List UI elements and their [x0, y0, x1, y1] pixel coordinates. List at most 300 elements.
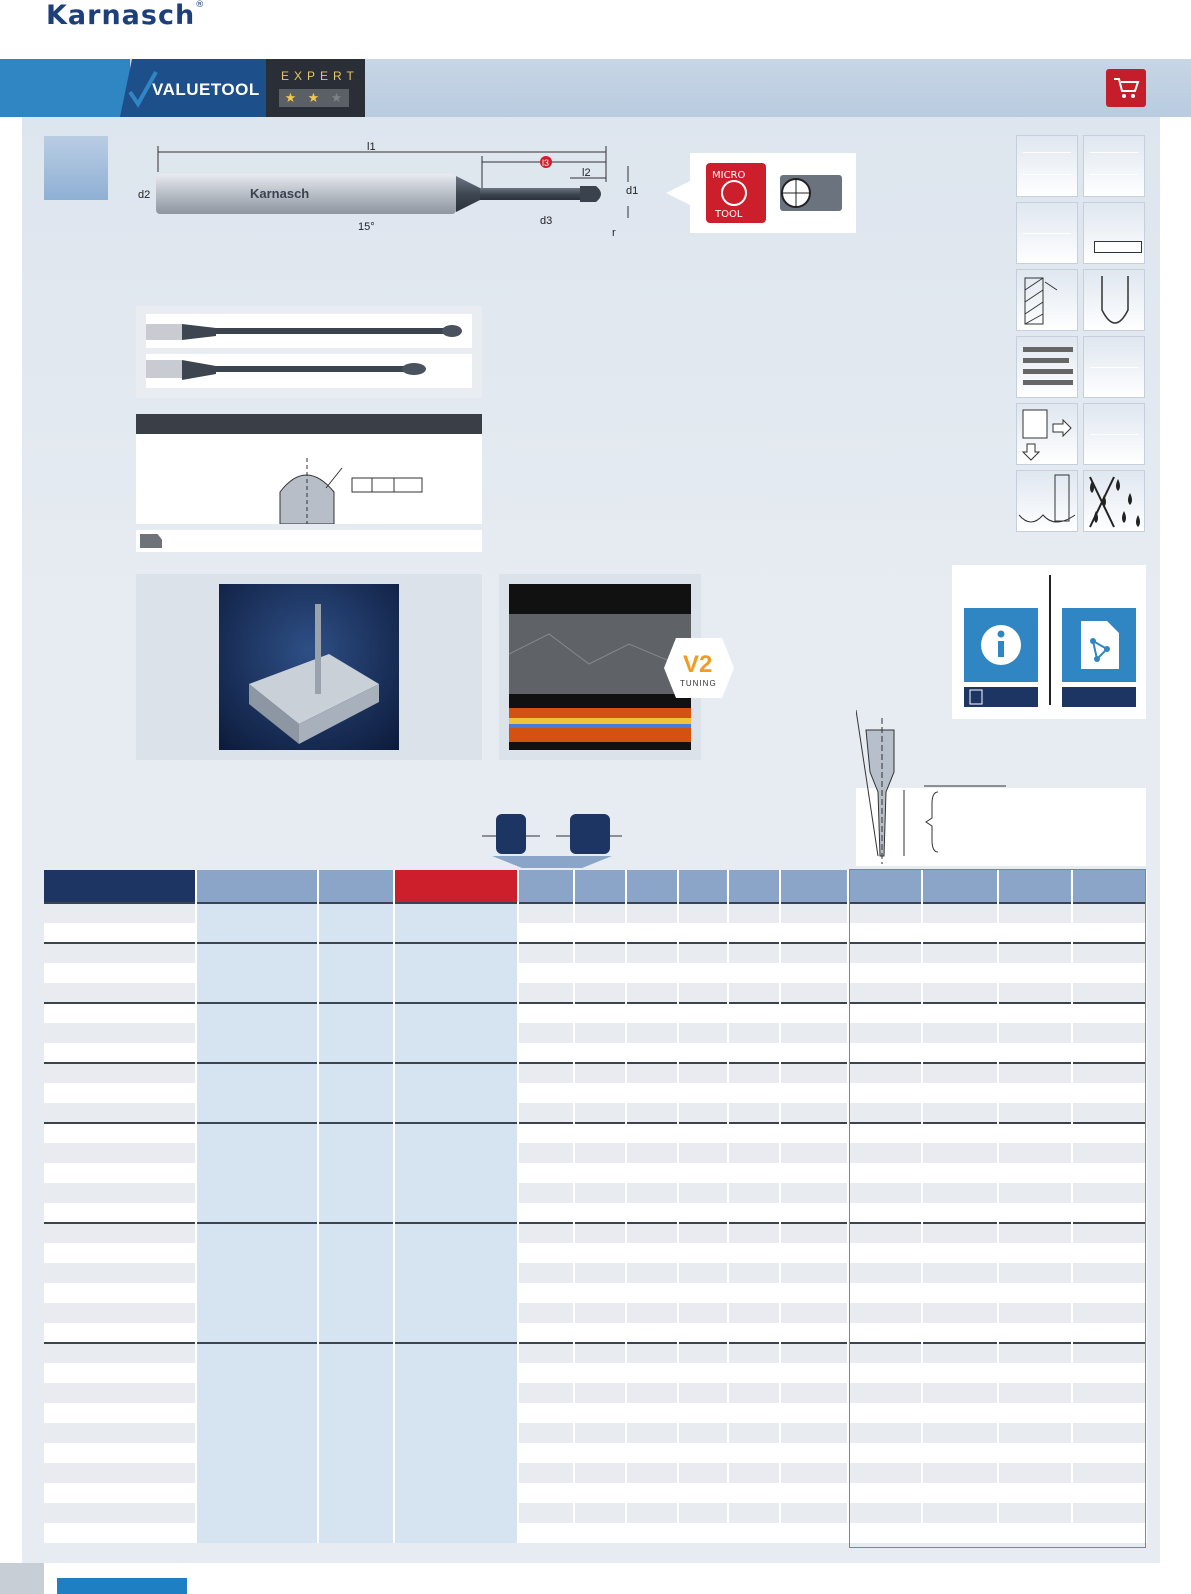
table-cell — [728, 1223, 780, 1243]
star-icon: ★ — [307, 90, 320, 105]
brand-logo — [46, 0, 205, 31]
table-cell — [848, 1203, 922, 1223]
table-cell — [626, 1283, 678, 1303]
table-row — [44, 1043, 1146, 1063]
table-cell — [626, 1463, 678, 1483]
table-cell — [728, 1163, 780, 1183]
table-cell — [318, 1303, 394, 1323]
table-row — [44, 1283, 1146, 1303]
brand-name: Karnasch — [46, 0, 196, 31]
pictogram-1 — [1016, 135, 1078, 197]
table-cell — [780, 1243, 848, 1263]
table-cell — [626, 1363, 678, 1383]
catalog-icon — [967, 688, 985, 706]
table-cell — [848, 1143, 922, 1163]
table-row — [44, 943, 1146, 963]
table-cell — [626, 903, 678, 923]
cart-button[interactable] — [1106, 69, 1146, 107]
table-cell — [44, 1363, 196, 1383]
table-row — [44, 1243, 1146, 1263]
table-cell — [780, 1423, 848, 1443]
table-cell — [780, 983, 848, 1003]
table-cell — [848, 943, 922, 963]
table-cell — [848, 1323, 922, 1343]
expert-label: EXPERT — [281, 69, 359, 83]
table-cell — [678, 1183, 728, 1203]
table-cell — [394, 1343, 518, 1363]
tuning-label: TUNING — [680, 679, 717, 688]
table-cell — [780, 1483, 848, 1503]
table-cell — [780, 1403, 848, 1423]
footer-bar — [57, 1578, 187, 1594]
microtool-label-bottom: TOOL — [715, 209, 743, 220]
table-cell — [44, 1423, 196, 1443]
table-cell — [518, 1243, 574, 1263]
table-cell — [626, 1443, 678, 1463]
table-cell — [998, 1503, 1072, 1523]
table-cell — [626, 1063, 678, 1083]
table-cell — [780, 903, 848, 923]
table-cell — [998, 963, 1072, 983]
table-cell — [728, 1303, 780, 1323]
table-cell — [922, 1323, 998, 1343]
column-header — [394, 870, 518, 903]
table-cell — [848, 1363, 922, 1383]
info-button[interactable] — [964, 608, 1038, 682]
table-cell — [728, 1523, 780, 1543]
table-cell — [574, 1463, 626, 1483]
table-cell — [1072, 1523, 1146, 1543]
table-cell — [626, 1183, 678, 1203]
table-row — [44, 1303, 1146, 1323]
table-cell — [780, 1363, 848, 1383]
table-row — [44, 903, 1146, 923]
table-cell — [518, 1483, 574, 1503]
table-cell — [998, 1303, 1072, 1323]
pictogram-helix — [1016, 269, 1078, 331]
table-cell — [1072, 1443, 1146, 1463]
table-cell — [394, 1523, 518, 1543]
table-cell — [998, 1383, 1072, 1403]
table-cell — [574, 1383, 626, 1403]
microtool-callout — [690, 153, 856, 233]
table-cell — [626, 1023, 678, 1043]
table-cell — [574, 1183, 626, 1203]
shank-brand-label: Karnasch — [250, 186, 310, 201]
table-cell — [780, 1143, 848, 1163]
table-row — [44, 1163, 1146, 1183]
table-cell — [318, 1523, 394, 1543]
table-cell — [780, 963, 848, 983]
table-cell — [196, 1463, 318, 1483]
table-cell — [922, 1263, 998, 1283]
table-cell — [1072, 1263, 1146, 1283]
table-cell — [318, 903, 394, 923]
v2-tuning-badge — [664, 638, 734, 698]
table-cell — [318, 1123, 394, 1143]
table-cell — [44, 1123, 196, 1143]
table-cell — [998, 1183, 1072, 1203]
table-cell — [678, 1383, 728, 1403]
table-cell — [318, 1203, 394, 1223]
table-cell — [318, 1443, 394, 1463]
table-cell — [518, 1363, 574, 1383]
table-row — [44, 1263, 1146, 1283]
table-cell — [678, 1163, 728, 1183]
table-cell — [848, 1303, 922, 1323]
table-cell — [626, 1483, 678, 1503]
table-cell — [1072, 1103, 1146, 1123]
table-cell — [728, 923, 780, 943]
table-row — [44, 1343, 1146, 1363]
table-cell — [44, 1443, 196, 1463]
table-cell — [678, 1423, 728, 1443]
table-cell — [318, 1223, 394, 1243]
table-cell — [1072, 923, 1146, 943]
table-cell — [780, 1343, 848, 1363]
table-cell — [318, 1003, 394, 1023]
table-cell — [678, 1363, 728, 1383]
table-cell — [728, 1003, 780, 1023]
tool-photo-2 — [146, 354, 472, 388]
table-cell — [518, 1343, 574, 1363]
table-cell — [44, 1483, 196, 1503]
table-cell — [998, 1323, 1072, 1343]
table-cell — [998, 1203, 1072, 1223]
table-cell — [848, 1083, 922, 1103]
table-cell — [848, 1103, 922, 1123]
table-cell — [1072, 1463, 1146, 1483]
table-cell — [196, 903, 318, 923]
table-cell — [678, 1223, 728, 1243]
table-cell — [728, 943, 780, 963]
table-cell — [196, 1183, 318, 1203]
table-cell — [394, 1303, 518, 1323]
table-cell — [44, 1063, 196, 1083]
table-cell — [574, 983, 626, 1003]
table-cell — [44, 1083, 196, 1103]
table-cell — [626, 943, 678, 963]
table-cell — [922, 903, 998, 923]
table-cell — [922, 1203, 998, 1223]
table-cell — [922, 1123, 998, 1143]
table-cell — [678, 1403, 728, 1423]
feed-direction-icon — [1017, 404, 1079, 466]
table-row — [44, 1063, 1146, 1083]
table-cell — [1072, 943, 1146, 963]
table-cell — [394, 1263, 518, 1283]
table-cell — [678, 1103, 728, 1123]
table-cell — [196, 1163, 318, 1183]
column-header — [44, 870, 196, 903]
table-cell — [196, 963, 318, 983]
table-cell — [518, 1303, 574, 1323]
coolant-icon — [1084, 471, 1146, 533]
table-row — [44, 1423, 1146, 1443]
table-cell — [1072, 1203, 1146, 1223]
table-cell — [678, 1003, 728, 1023]
table-cell — [394, 1103, 518, 1123]
table-cell — [518, 1223, 574, 1243]
table-cell — [678, 1303, 728, 1323]
table-cell — [574, 923, 626, 943]
table-cell — [518, 963, 574, 983]
cad-download-button[interactable] — [1062, 608, 1136, 682]
table-cell — [998, 1103, 1072, 1123]
table-cell — [626, 1343, 678, 1363]
table-cell — [780, 1123, 848, 1143]
table-cell — [518, 1143, 574, 1163]
table-cell — [780, 923, 848, 943]
table-cell — [678, 1063, 728, 1083]
table-cell — [678, 1523, 728, 1543]
table-row — [44, 1083, 1146, 1103]
table-row — [44, 1383, 1146, 1403]
valuetool-label: VALUETOOL — [152, 80, 260, 99]
table-cell — [998, 1043, 1072, 1063]
table-cell — [394, 1503, 518, 1523]
table-cell — [922, 1303, 998, 1323]
table-cell — [626, 1403, 678, 1423]
table-cell — [626, 1083, 678, 1103]
table-cell — [922, 1463, 998, 1483]
pictogram-flutes — [1016, 336, 1078, 398]
table-cell — [626, 1383, 678, 1403]
column-header — [728, 870, 780, 903]
table-cell — [626, 1323, 678, 1343]
column-header — [518, 870, 574, 903]
table-cell — [780, 1523, 848, 1543]
table-cell — [922, 1223, 998, 1243]
table-cell — [196, 1143, 318, 1163]
table-cell — [518, 1263, 574, 1283]
table-cell — [922, 1523, 998, 1543]
table-cell — [998, 1243, 1072, 1263]
label-d3: d3 — [540, 215, 553, 227]
table-cell — [196, 1423, 318, 1443]
label-l2: l2 — [582, 167, 591, 179]
table-cell — [394, 1283, 518, 1303]
table-cell — [922, 983, 998, 1003]
table-row — [44, 1183, 1146, 1203]
table-cell — [574, 1523, 626, 1543]
table-cell — [728, 963, 780, 983]
column-header — [780, 870, 848, 903]
column-header — [196, 870, 318, 903]
table-cell — [44, 983, 196, 1003]
pictogram-coolant — [1083, 470, 1145, 532]
table-cell — [318, 1103, 394, 1123]
table-row — [44, 1483, 1146, 1503]
table-cell — [848, 1183, 922, 1203]
table-cell — [44, 943, 196, 963]
table-cell — [44, 1163, 196, 1183]
table-cell — [394, 1423, 518, 1443]
table-cell — [678, 983, 728, 1003]
table-cell — [1072, 1303, 1146, 1323]
table-cell — [728, 1023, 780, 1043]
table-cell — [1072, 1243, 1146, 1263]
note-bar — [136, 530, 482, 552]
table-cell — [1072, 1023, 1146, 1043]
table-cell — [728, 1103, 780, 1123]
label-l3: l3 — [542, 158, 550, 168]
table-cell — [394, 943, 518, 963]
table-cell — [318, 1183, 394, 1203]
table-cell — [780, 1463, 848, 1483]
registered-mark: ® — [195, 0, 206, 10]
table-cell — [626, 963, 678, 983]
table-cell — [44, 1523, 196, 1543]
table-row — [44, 1403, 1146, 1423]
table-cell — [678, 923, 728, 943]
column-header — [318, 870, 394, 903]
table-cell — [196, 1323, 318, 1343]
table-cell — [848, 1023, 922, 1043]
table-cell — [394, 1383, 518, 1403]
table-cell — [998, 1083, 1072, 1103]
info-cad-card — [952, 565, 1146, 719]
microtool-icon — [690, 153, 856, 233]
table-cell — [922, 1083, 998, 1103]
table-cell — [518, 1503, 574, 1523]
flute-length-icon — [1017, 337, 1079, 399]
table-cell — [196, 1443, 318, 1463]
table-cell — [574, 1163, 626, 1183]
table-cell — [998, 983, 1072, 1003]
table-cell — [196, 923, 318, 943]
table-cell — [728, 1123, 780, 1143]
table-cell — [44, 1183, 196, 1203]
table-cell — [394, 1243, 518, 1263]
table-cell — [678, 1023, 728, 1043]
table-cell — [848, 1243, 922, 1263]
table-cell — [574, 1303, 626, 1323]
table-cell — [728, 1463, 780, 1483]
table-row — [44, 963, 1146, 983]
table-cell — [780, 1023, 848, 1043]
table-cell — [780, 1083, 848, 1103]
table-cell — [848, 903, 922, 923]
table-cell — [44, 1263, 196, 1283]
table-cell — [848, 1003, 922, 1023]
table-cell — [780, 1323, 848, 1343]
table-cell — [318, 1363, 394, 1383]
table-cell — [626, 1303, 678, 1323]
table-cell — [318, 1063, 394, 1083]
table-row — [44, 1143, 1146, 1163]
table-cell — [1072, 1063, 1146, 1083]
table-cell — [1072, 1283, 1146, 1303]
star-icon: ★ — [284, 90, 297, 105]
table-row — [44, 1323, 1146, 1343]
table-row — [44, 1463, 1146, 1483]
table-cell — [574, 1443, 626, 1463]
table-cell — [728, 1083, 780, 1103]
table-cell — [196, 1383, 318, 1403]
label-r: r — [612, 227, 616, 239]
callout-pointer — [666, 180, 692, 206]
table-cell — [848, 1403, 922, 1423]
cad-label-bar[interactable] — [1062, 687, 1136, 707]
table-cell — [574, 1363, 626, 1383]
column-header — [1072, 870, 1146, 903]
table-cell — [574, 1003, 626, 1023]
table-cell — [574, 1283, 626, 1303]
table-cell — [922, 1283, 998, 1303]
table-cell — [998, 1143, 1072, 1163]
table-cell — [574, 1263, 626, 1283]
table-cell — [848, 1423, 922, 1443]
table-cell — [848, 1343, 922, 1363]
table-cell — [728, 983, 780, 1003]
table-cell — [848, 1163, 922, 1183]
table-cell — [318, 1143, 394, 1163]
note-icon — [140, 534, 162, 548]
info-icon — [979, 623, 1023, 667]
table-cell — [626, 1103, 678, 1123]
pictogram-ballnose — [1083, 269, 1145, 331]
table-cell — [998, 1283, 1072, 1303]
table-cell — [922, 1343, 998, 1363]
table-cell — [678, 1463, 728, 1483]
table-cell — [44, 1203, 196, 1223]
table-cell — [1072, 1043, 1146, 1063]
table-cell — [998, 1223, 1072, 1243]
table-cell — [574, 1063, 626, 1083]
table-cell — [848, 1483, 922, 1503]
table-cell — [44, 1043, 196, 1063]
table-cell — [44, 923, 196, 943]
table-cell — [518, 1443, 574, 1463]
table-cell — [678, 1083, 728, 1103]
table-cell — [44, 1303, 196, 1323]
table-cell — [518, 1463, 574, 1483]
label-angle: 15° — [358, 221, 375, 233]
table-cell — [998, 903, 1072, 923]
table-cell — [394, 1183, 518, 1203]
table-cell — [728, 1043, 780, 1063]
table-cell — [678, 1483, 728, 1503]
table-cell — [518, 1403, 574, 1423]
table-row — [44, 983, 1146, 1003]
table-cell — [998, 1463, 1072, 1483]
table-cell — [394, 983, 518, 1003]
table-cell — [1072, 1143, 1146, 1163]
table-cell — [318, 1483, 394, 1503]
table-cell — [394, 903, 518, 923]
table-cell — [848, 963, 922, 983]
application-image-card — [136, 574, 482, 760]
table-cell — [998, 1523, 1072, 1543]
table-cell — [196, 1103, 318, 1123]
table-cell — [196, 1363, 318, 1383]
table-cell — [678, 1323, 728, 1343]
table-cell — [848, 1463, 922, 1483]
table-cell — [44, 1343, 196, 1363]
table-cell — [196, 1263, 318, 1283]
table-cell — [626, 1523, 678, 1543]
info-label-bar[interactable] — [964, 687, 1038, 707]
table-cell — [922, 1043, 998, 1063]
table-cell — [196, 1303, 318, 1323]
table-cell — [196, 1283, 318, 1303]
table-cell — [626, 1123, 678, 1143]
table-cell — [318, 1163, 394, 1183]
table-row — [44, 1003, 1146, 1023]
star-empty-icon: ★ — [330, 90, 343, 105]
table-cell — [998, 1423, 1072, 1443]
